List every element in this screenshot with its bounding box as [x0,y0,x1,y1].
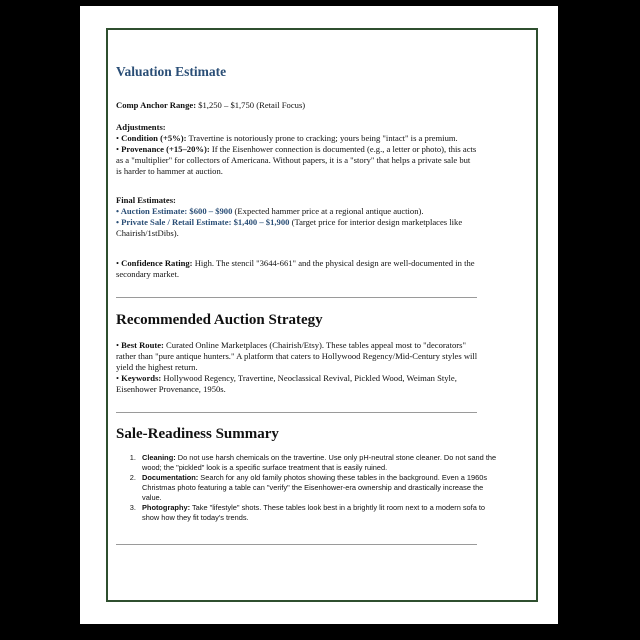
divider [116,297,477,298]
comp-anchor-range [116,100,478,111]
strategy-text: Curated Online Marketplaces (Chairish/Etsy). These tables appeal most to "decorators" rather than "pure antique hunters." A platform that caters to Hollywood Regency/Mid-Century styles will yield the highest return. [116,340,478,372]
document-page [80,6,558,624]
strategy-heading: Recommended Auction Strategy [116,312,323,328]
readiness-item-cleaning [138,453,500,473]
adjustment-text: If the Eisenhower connection is documented (e.g., a letter or photo), this acts as a "multiplier" for collectors of Americana. Without papers, it is a "story" that helps a private sale but is harder to hammer at auction. [116,144,477,176]
bullet: • [116,258,122,268]
adjustment-provenance [116,144,478,177]
adjustment-label: Provenance (+15–20%): [121,144,210,154]
strategy-text: Hollywood Regency, Travertine, Neoclassical Revival, Pickled Wood, Weiman Style, Eisenhower Provenance, 1950s. [116,373,457,394]
strategy-best-route [116,340,478,373]
readiness-label: Documentation: [142,473,199,482]
adjustments-section [116,122,478,177]
divider [116,544,477,545]
adjustment-label: Condition (+5%): [121,133,187,143]
readiness-text: Do not use harsh chemicals on the travertine. Use only pH-neutral stone cleaner. Do not sand the wood; the "pickled" look is a specific surface treatment that is easily ruined. [142,453,497,472]
bullet: • [116,340,122,350]
estimate-label: Private Sale / Retail Estimate: $1,400 – $1,900 [121,217,290,227]
adjustments-title: Adjustments: [116,122,166,132]
strategy-label: Keywords: [121,373,162,383]
adjustments-label [116,122,478,133]
readiness-list [116,453,500,523]
readiness-text: Take "lifestyle" shots. These tables look best in a brightly lit room next to a modern sofa to show how they fit today's trends. [142,503,486,522]
bullet: • [116,144,122,154]
comp-anchor-value: $1,250 – $1,750 (Retail Focus) [196,100,306,110]
final-estimates-title: Final Estimates: [116,195,176,205]
final-estimates-label [116,195,478,206]
estimate-text: (Target price for interior design marketplaces like Chairish/1stDibs). [116,217,463,238]
bullet: • [116,206,121,216]
retail-estimate [116,217,478,239]
estimate-label: Auction Estimate: $600 – $900 [120,206,233,216]
bullet: • [116,133,122,143]
divider [116,412,477,413]
adjustment-condition [116,133,478,144]
readiness-heading: Sale-Readiness Summary [116,426,279,442]
readiness-label: Photography: [142,503,191,512]
readiness-item-documentation [138,473,500,503]
confidence-text: High. The stencil "3644-661" and the physical design are well-documented in the secondary market. [116,258,475,279]
estimate-text: (Expected hammer price at a regional antique auction). [232,206,424,216]
confidence-label: Confidence Rating: [121,258,193,268]
auction-estimate [116,206,478,217]
comp-anchor-label: Comp Anchor Range: [116,100,197,110]
readiness-text: Search for any old family photos showing these tables in the background. Even a 1960s Christmas photo featuring a table can "verify" the Eisenhower-era ownership and drastically increase the value. [142,473,488,502]
readiness-label: Cleaning: [142,453,176,462]
valuation-heading: Valuation Estimate [116,64,227,79]
final-estimates-section [116,195,478,239]
readiness-item-photography [138,503,500,523]
bullet: • [116,217,122,227]
strategy-list [116,340,478,395]
strategy-label: Best Route: [121,340,164,350]
strategy-keywords [116,373,478,395]
adjustment-text: Travertine is notoriously prone to cracking; yours being "intact" is a premium. [186,133,458,143]
confidence-rating [116,258,478,280]
bullet: • [116,373,122,383]
